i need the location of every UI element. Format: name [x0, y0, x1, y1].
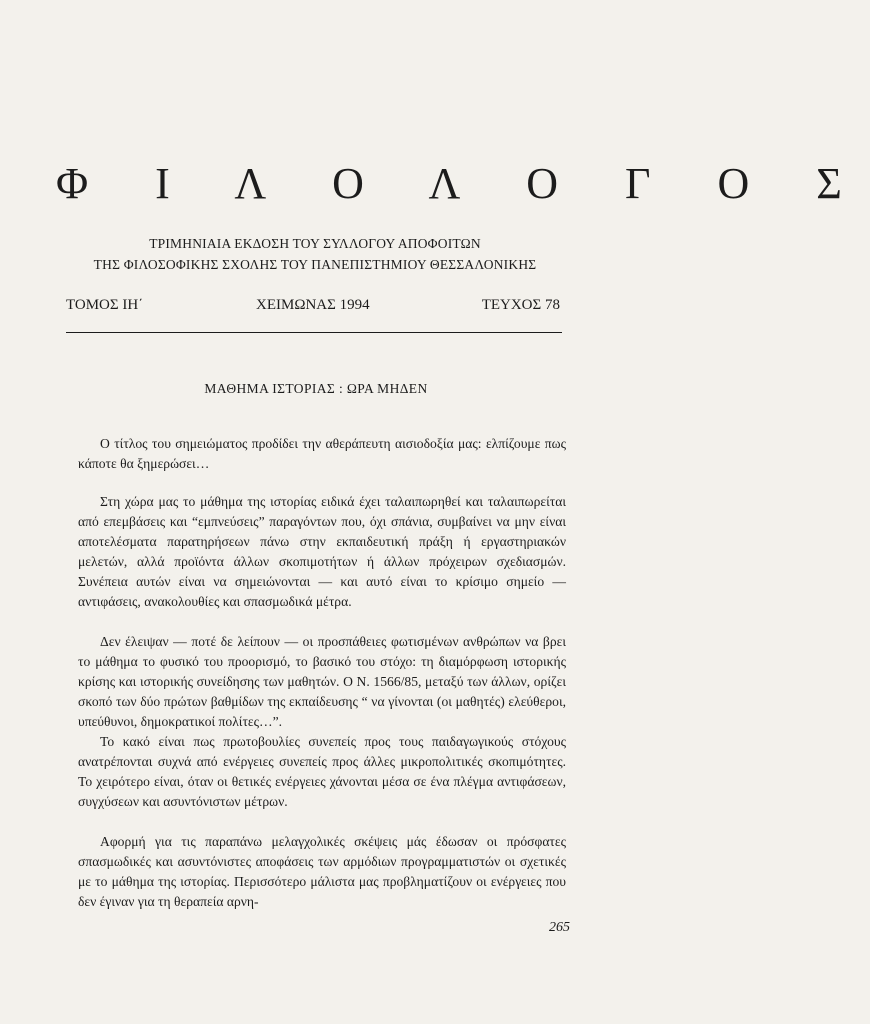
issue-volume: ΤΟΜΟΣ ΙΗ΄ [66, 297, 144, 313]
page-number: 265 [549, 920, 570, 935]
article-paragraph-2 [78, 492, 566, 612]
issue-info-row [66, 297, 560, 319]
journal-subtitle-line1: ΤΡΙΜΗΝΙΑΙΑ ΕΚΔΟΣΗ ΤΟΥ ΣΥΛΛΟΓΟΥ ΑΠΟΦΟΙΤΩΝ [149, 236, 481, 251]
article-paragraph-4 [78, 732, 566, 812]
journal-subtitle-line2: ΤΗΣ ΦΙΛΟΣΟΦΙΚΗΣ ΣΧΟΛΗΣ ΤΟΥ ΠΑΝΕΠΙΣΤΗΜΙΟΥ ΘΕΣΣΑΛΟΝΙΚΗΣ [93, 257, 537, 272]
article-paragraph-3 [78, 632, 566, 732]
journal-title: Φ Ι Λ Ο Λ Ο Γ Ο Σ [56, 159, 870, 208]
issue-season: ΧΕΙΜΩΝΑΣ 1994 [256, 297, 370, 313]
article-paragraph-5 [78, 832, 566, 912]
article-title: ΜΑΘΗΜΑ ΙΣΤΟΡΙΑΣ : ΩΡΑ ΜΗΔΕΝ [204, 381, 428, 396]
paragraph-text: Ο τίτλος του σημειώματος προδίδει την αθεράπευτη αισιοδοξία μας: ελπίζουμε πως κάποτε θα ξημερώσει… [78, 436, 566, 471]
issue-number: ΤΕΥΧΟΣ 78 [481, 297, 560, 313]
header-divider [66, 332, 562, 333]
paragraph-text: Στη χώρα μας το μάθημα της ιστορίας ειδικά έχει ταλαιπωρηθεί και ταλαιπωρείται από επεμβάσεις και “εμπνεύσεις” παραγόντων που, όχι σπάνια, συμβαίνει να μην είναι αποτελέσματα παρατηρήσεων πάνω στην εκπαιδευτική πράξη ή εργαστηριακών μελετών, αλλά προϊόντα άλλων σκοπιμοτήτων ή άλλων πρόχειρων σχεδιασμών. Συνέπεια αυτών είναι να σημειώνονται — και αυτό είναι το κρίσιμο σημείο — αντιφάσεις, ανακολουθίες και σπασμωδικά μέτρα. [78, 494, 566, 609]
paragraph-text: Το κακό είναι πως πρωτοβουλίες συνεπείς προς τους παιδαγωγικούς στόχους ανατρέπονται συχνά από ενέργειες συνεπείς προς άλλες μικροπολιτικές σκοπιμότητες. Το χειρότερο είναι, όταν οι θετικές ενέργειες χάνονται μέσα σε ένα πλέγμα αντιφάσεων, συγχύσεων και ασυντόνιστων μέτρων. [78, 734, 566, 809]
article-paragraph-1 [78, 434, 566, 474]
paragraph-text: Δεν έλειψαν — ποτέ δε λείπουν — οι προσπάθειες φωτισμένων ανθρώπων να βρει το μάθημα το φυσικό του προορισμό, το βασικό του στόχο: τη διαμόρφωση ιστορικής κρίσης και ιστορικής συνείδησης των μαθητών. Ο Ν. 1566/85, μεταξύ των άλλων, ορίζει σκοπό των δύο πρώτων βαθμίδων της εκπαίδευσης “ να γίνονται (οι μαθητές) ελεύθεροι, υπεύθυνοι, δημοκρατικοί πολίτες…”. [78, 634, 566, 729]
paragraph-text: Αφορμή για τις παραπάνω μελαγχολικές σκέψεις μάς έδωσαν οι πρόσφατες σπασμωδικές και ασυντόνιστες αποφάσεις των αρμόδιων προγραμματιστών οι σχετικές με το μάθημα της ιστορίας. Περισσότερο μάλιστα μας προβληματίζουν οι ενέργειες που δεν έγιναν για τη θεραπεία αρνη- [78, 834, 566, 909]
